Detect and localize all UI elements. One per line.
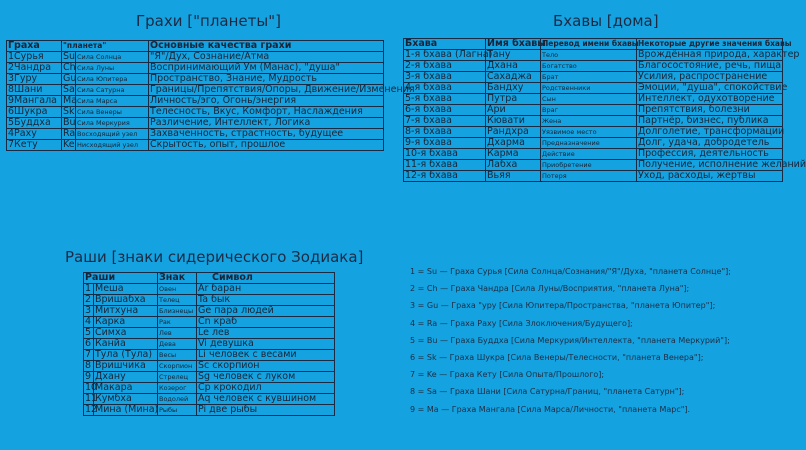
table-row [84, 394, 335, 405]
table-cell: Sa [63, 84, 75, 95]
table-cell: Восходящий узел [76, 129, 149, 140]
table-cell: Сила Луны [76, 63, 149, 74]
grahas-title: Грахи ["планеты"] [136, 12, 281, 30]
table-cell: Телец [158, 295, 197, 306]
table-cell: Долголетие, трансформации [638, 126, 785, 137]
table-row [404, 160, 783, 171]
table-row [404, 83, 783, 94]
table-cell: 4Раху [7, 129, 62, 140]
table-cell: Cp крокодил [197, 383, 335, 394]
table-row [404, 116, 783, 127]
column-header: Основные качества грахи [149, 41, 384, 52]
table-cell: 2-я бхава [404, 61, 486, 72]
table-cell: Макара [94, 383, 158, 394]
rashis-title: Раши [знаки сидерического Зодиака] [65, 248, 364, 266]
table-cell: Рыбы [158, 405, 197, 416]
table-cell: 2Чандра [7, 63, 62, 74]
table-cell: Благосостояние, речь, пища [638, 60, 782, 71]
table-cell: Pi две рыбы [197, 405, 335, 416]
table-cell: Кумбха [94, 394, 158, 405]
table-cell: Le лев [197, 328, 335, 339]
table-row [7, 140, 384, 151]
table-row [84, 284, 335, 295]
table-cell: 9Мангала [7, 96, 62, 107]
table-cell: Лабха [486, 160, 541, 171]
table-cell: Меша [94, 284, 158, 295]
table-row [404, 138, 783, 149]
table-cell: Захваченность, страстность, будущее [149, 129, 384, 140]
table-row [404, 50, 783, 61]
table-cell: Скорпион [158, 361, 197, 372]
bhavas-title: Бхавы [дома] [553, 12, 659, 30]
table-cell: Тула (Тула) [94, 350, 158, 361]
table-cell: 7-я бхава [404, 116, 486, 127]
mapping-line: 7 = Ke — Граха Кету [Сила Опыта/Прошлого]; [410, 370, 605, 380]
table-cell: Скрытость, опыт, прошлое [149, 140, 384, 151]
table-cell: Митхуна [94, 306, 158, 317]
table-cell: Препятствия, болезни [637, 105, 783, 116]
table-header-row [7, 41, 384, 52]
table-cell: 4-я бхава [404, 83, 486, 94]
table-cell: Мина (Мина) [95, 404, 159, 415]
table-cell: Sc скорпион [197, 361, 335, 372]
table-cell: 1 [84, 284, 94, 295]
table-cell: Ar баран [197, 284, 335, 295]
table-cell: Bu [63, 117, 76, 128]
table-cell: Лев [158, 328, 197, 339]
table-cell: Долг, удача, добродетель [637, 138, 783, 149]
table-cell: 9 [84, 372, 94, 383]
table-cell: Сила Меркурия [76, 118, 149, 129]
table-cell: Профессия, деятельность [637, 149, 783, 160]
table-cell: Брат [541, 72, 637, 83]
table-cell: Карка [94, 317, 158, 328]
table-cell: 6Шукра [7, 107, 62, 118]
column-header: Некоторые другие значения бхавы [638, 39, 792, 48]
table-cell: "Я"/Дух, Сознание/Атма [149, 52, 384, 63]
table-row [404, 105, 783, 116]
table-cell: Стрелец [158, 372, 197, 383]
mapping-line: 2 = Ch — Граха Чандра [Сила Луны/Восприятия, "планета Луна"]; [410, 284, 690, 294]
table-cell: Интеллект, одухотворение [637, 94, 783, 105]
table-row [404, 94, 783, 105]
mapping-line: 3 = Gu — Граха "уру [Сила Юпитера/Пространства, "планета Юпитер"]; [410, 301, 716, 311]
table-header-row [84, 273, 335, 284]
table-cell: Воспринимающий Ум (Манас), "душа" [149, 63, 384, 74]
table-row [84, 339, 335, 350]
table-cell: 7 [84, 350, 94, 361]
table-cell: Враг [541, 105, 637, 116]
table-cell: Дхану [94, 372, 158, 383]
table-cell: Дева [158, 339, 197, 350]
table-row [7, 129, 384, 140]
table-cell: Дхарма [486, 138, 541, 149]
column-header: Знак [158, 273, 197, 284]
table-cell: 8-я бхава [404, 127, 486, 138]
table-cell: 11-я бхава [404, 160, 486, 171]
table-cell: Сила Венеры [76, 107, 149, 118]
table-cell: 6-я бхава [404, 105, 486, 116]
table-cell: Усилия, распространение [637, 72, 783, 83]
mapping-line: 8 = Sa — Граха Шани [Сила Сатурна/Границ, "планета Сатурн"]; [410, 387, 685, 397]
table-cell: Вришчика [94, 361, 158, 372]
table-cell: 5 [84, 328, 94, 339]
table-cell: 2 [84, 295, 94, 306]
table-row [84, 350, 335, 361]
table-cell: Сила Марса [76, 96, 149, 107]
table-cell: Границы/Препятствия/Опоры, Движение/Изменения [150, 84, 415, 95]
table-cell: Козерог [158, 383, 197, 394]
table-cell: Вришабха [94, 295, 158, 306]
table-cell: Потеря [541, 171, 637, 182]
table-cell: Нисходящий узел [76, 140, 149, 151]
table-cell: 1Сурья [7, 52, 62, 63]
table-header-row [404, 39, 783, 50]
mapping-line: 5 = Bu — Граха Буддха [Сила Меркурия/Интеллекта, "планета Меркурий"]; [410, 335, 730, 345]
table-cell: Предназначение [541, 138, 637, 149]
table-row [7, 96, 384, 107]
table-cell: Ma [63, 95, 78, 106]
table-row [404, 171, 783, 182]
table-row [404, 149, 783, 160]
column-header: Граха [7, 41, 62, 52]
rashis-table [83, 272, 335, 416]
table-cell: 7Кету [7, 140, 62, 151]
table-cell: Эмоции, "душа", спокойствие [638, 82, 788, 93]
table-row [84, 317, 335, 328]
table-cell: 3Гуру [7, 74, 62, 85]
table-cell: 4 [84, 317, 94, 328]
bhavas-table [403, 38, 806, 182]
column-header: Перевод имени бхавы [542, 39, 639, 48]
table-cell: Карма [486, 149, 541, 160]
table-cell: Личность/эго, Огонь/энергия [149, 96, 384, 107]
table-cell: Сила Сатурна [76, 85, 149, 96]
table-cell: Su [63, 51, 76, 62]
table-cell: Сын [541, 94, 637, 105]
table-cell: Ge пара людей [197, 306, 335, 317]
table-cell: Овен [158, 284, 197, 295]
table-cell: 11 [85, 393, 98, 404]
table-cell: Сила Юпитера [76, 74, 149, 85]
table-row [7, 63, 384, 74]
table-cell: Vi девушка [197, 339, 335, 350]
table-row [7, 74, 384, 85]
table-cell: 9-я бхава [404, 138, 486, 149]
table-row [84, 328, 335, 339]
table-cell: Дхана [486, 61, 541, 72]
table-cell: Богатство [541, 61, 637, 72]
table-cell: Тану [486, 50, 541, 61]
table-cell: 5-я бхава [404, 94, 486, 105]
table-cell: 12-я бхава [404, 171, 486, 182]
column-header: Символ [197, 273, 335, 284]
table-row [7, 107, 384, 118]
table-cell: Сахаджа [486, 72, 541, 83]
table-cell: 3-я бхава [404, 72, 486, 83]
table-cell: 5Буддха [7, 118, 62, 129]
table-cell: Рак [158, 317, 197, 328]
table-cell: Пространство, Знание, Мудрость [149, 74, 384, 85]
table-cell: Aq человек с кувшином [197, 394, 335, 405]
table-cell: 10 [85, 382, 98, 393]
table-cell: 3 [84, 306, 94, 317]
table-cell: Тело [541, 50, 637, 61]
column-header: Имя бхавы [487, 38, 546, 49]
graha-mapping-list [410, 263, 795, 418]
table-cell: Ke [63, 139, 75, 150]
mapping-line: 6 = Sk — Граха Шукра [Сила Венеры/Телесности, "планета Венера"]; [410, 353, 704, 363]
table-cell: Ари [486, 105, 541, 116]
table-cell: Путра [486, 94, 541, 105]
table-cell: Sg человек с луком [197, 372, 335, 383]
table-cell: Сила Солнца [76, 52, 149, 63]
table-cell: Близнецы [158, 306, 197, 317]
table-cell: Уход, расходы, жертвы [637, 171, 783, 182]
table-row [84, 361, 335, 372]
grahas-table [6, 40, 415, 151]
table-cell: Ra [63, 128, 76, 139]
table-cell: Врождённая природа, характер [638, 49, 800, 60]
table-cell: 12 [85, 404, 98, 415]
table-row [84, 372, 335, 383]
table-cell: Жена [541, 116, 637, 127]
table-cell: Родственники [541, 83, 637, 94]
table-cell: Gu [63, 73, 77, 84]
table-row [404, 127, 783, 138]
table-cell: Получение, исполнение желаний [638, 159, 806, 170]
mapping-line: 4 = Ra — Граха Раху [Сила Злоключения/Будущего]; [410, 318, 633, 328]
table-cell: Телесность, Вкус, Комфорт, Наслаждения [149, 107, 384, 118]
column-header: Раши [84, 273, 158, 284]
mapping-line: 9 = Ma — Граха Мангала [Сила Марса/Личности, "планета Марс"]. [410, 404, 691, 414]
table-row [404, 72, 783, 83]
table-cell: Cn краб [197, 317, 335, 328]
table-cell: 10-я бхава [404, 149, 486, 160]
table-cell: Ch [63, 62, 76, 73]
table-cell: Вьяя [486, 171, 541, 182]
table-cell: 6 [84, 339, 94, 350]
table-cell: 1-я бхава (Лагна) [405, 49, 493, 60]
mapping-line: 1 = Su — Граха Сурья [Сила Солнца/Сознания/"Я"/Духа, "планета Солнце"]; [410, 267, 731, 276]
table-cell: Водолей [158, 394, 197, 405]
table-cell: Sk [63, 106, 75, 117]
column-header: Бхава [404, 39, 486, 50]
table-cell: Приобретение [541, 160, 637, 171]
table-row [7, 118, 384, 129]
table-row [84, 306, 335, 317]
table-row [404, 61, 783, 72]
table-cell: Уязвимое место [541, 127, 637, 138]
table-row [84, 295, 335, 306]
table-cell: Канйа [94, 339, 158, 350]
table-cell: Ta бык [197, 295, 335, 306]
table-cell: Действие [541, 149, 637, 160]
table-row [84, 405, 335, 416]
column-header: "планета" [62, 41, 149, 52]
table-cell: Симха [94, 328, 158, 339]
table-row [7, 85, 384, 96]
table-cell: Li человек с весами [197, 350, 335, 361]
table-cell: 8 [84, 361, 94, 372]
table-cell: Различение, Интеллект, Логика [149, 118, 384, 129]
table-cell: Рандхра [486, 127, 541, 138]
table-cell: Бандху [486, 83, 541, 94]
table-cell: Партнёр, бизнес, публика [637, 116, 783, 127]
table-cell: 8Шани [7, 85, 62, 96]
table-row [84, 383, 335, 394]
table-row [7, 52, 384, 63]
table-cell: Весы [158, 350, 197, 361]
table-cell: Кювати [486, 116, 541, 127]
